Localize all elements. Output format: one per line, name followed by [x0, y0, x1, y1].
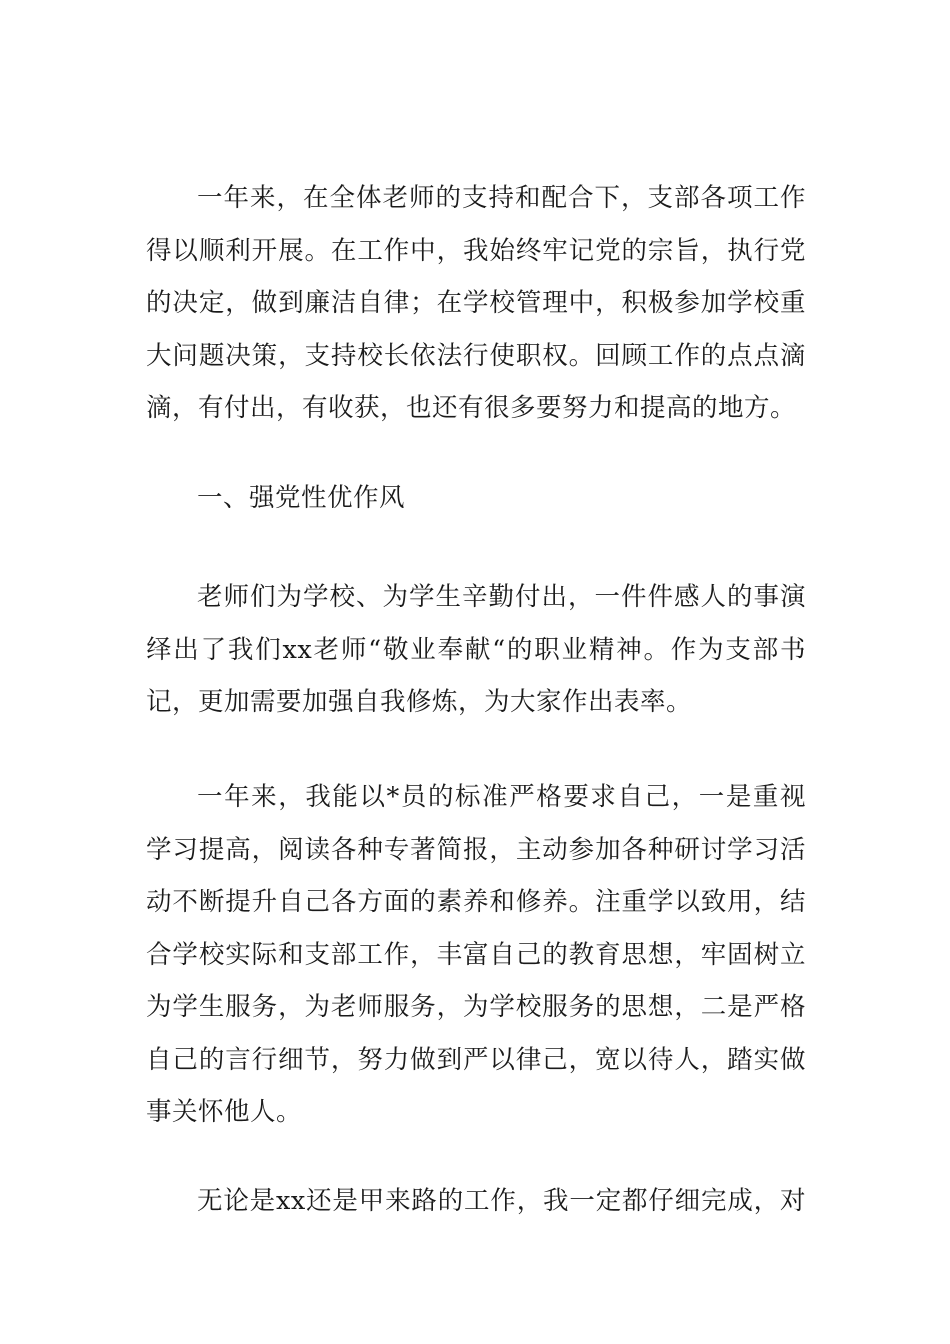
paragraph-teachers: 老师们为学校、为学生辛勤付出，一件件感人的事演绎出了我们xx老师“敬业奉献“的职业精神。作为支部书记，更加需要加强自我修炼，为大家作出表率。	[146, 582, 806, 717]
section-heading: 一、强党性优作风	[197, 483, 406, 513]
paragraph-intro: 一年来，在全体老师的支持和配合下，支部各项工作得以顺利开展。在工作中，我始终牢记党的宗旨，执行党的决定，做到廉洁自律；在学校管理中，积极参加学校重大问题决策，支持校长依法行使职权。回顾工作的点点滴滴，有付出，有收获，也还有很多要努力和提高的地方。	[146, 183, 806, 423]
paragraph-work: 无论是xx还是甲来路的工作，我一定都仔细完成，对	[197, 1186, 806, 1216]
paragraph-self-discipline: 一年来，我能以*员的标准严格要求自己，一是重视学习提高，阅读各种专著简报，主动参加各种研讨学习活动不断提升自己各方面的素养和修养。注重学以致用，结合学校实际和支部工作，丰富自己的教育思想，牢固树立为学生服务，为老师服务，为学校服务的思想，二是严格自己的言行细节，努力做到严以律己，宽以待人，踏实做事关怀他人。	[146, 782, 806, 1127]
